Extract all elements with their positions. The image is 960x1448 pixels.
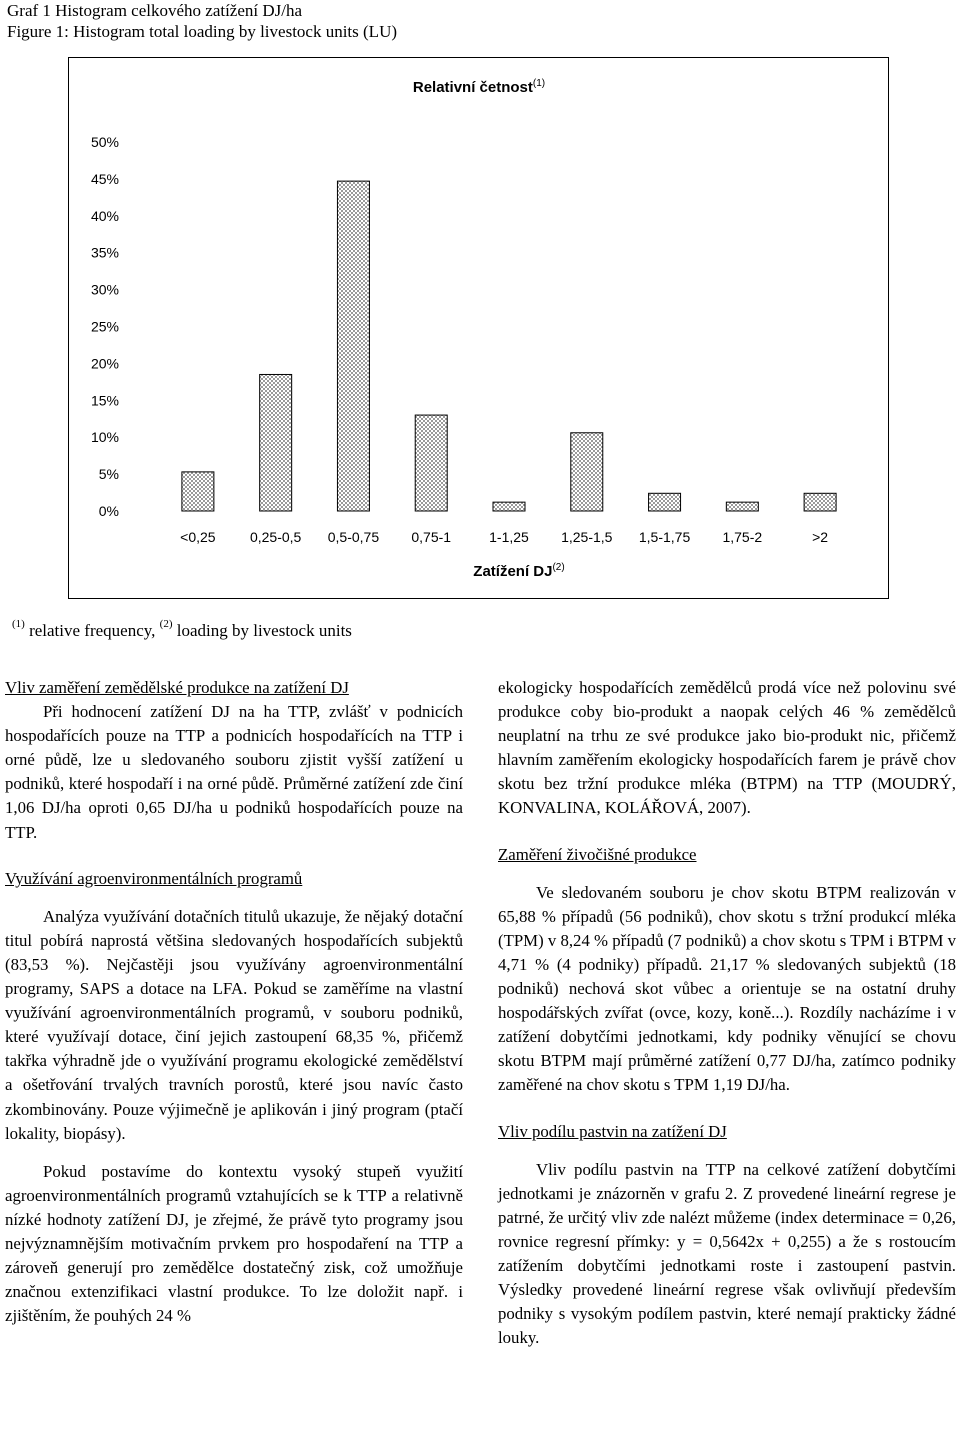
histogram-bar — [182, 472, 214, 511]
right-column — [498, 676, 956, 1350]
paragraph-context: Pokud postavíme do kontextu vysoký stupeň využití agroenvironmentálních programů vztahujících se k TTP a relativně nízké hodnoty zatížení DJ, je zřejmé, že právě tyto programy jsou nejvýznamnějším motivačním prvkem pro hospodaření na TTP a zároveň generují pro zemědělce dostatečný zisk, což umožňuje značnou extenzifikaci vlastní produkce. To lze doložit např. i zjištěním, že pouhých 24 % — [5, 1161, 463, 1326]
histogram-bar — [571, 433, 603, 511]
x-axis — [180, 529, 828, 545]
paragraph-cattle-breeding: Ve sledovaném souboru je chov skotu BTPM realizován v 65,88 % případů (56 podniků), chov skotu s tržní produkcí mléka (TPM) v 8,24 % případů (7 podniků) a chov skotu s TPM i BTPM v 4,71 % (4 podniky) případů. 21,17 % sledovaných subjektů (18 podniků) nechová skot vůbec a orientuje se na ostatní druhy hospodářských zvířat (ovce, kozy, koně...). Rozdíly nacházíme i v zatížení dobytčími jednotkami, kdy podniky věnující se chovu skotu BTPM mají průměrné zatížení 0,77 DJ/ha, zatímco podniky zaměřené na chov skotu s TPM 1,19 DJ/ha. — [498, 882, 956, 1095]
y-tick-label: 10% — [90, 429, 119, 446]
figure-footnote — [12, 612, 352, 643]
y-tick-label: 35% — [90, 244, 119, 261]
y-tick-label: 15% — [90, 392, 119, 409]
figure-caption-czech: Graf 1 Histogram celkového zatížení DJ/ha — [7, 1, 303, 20]
y-tick-label: 25% — [90, 318, 119, 335]
left-column — [5, 676, 463, 1328]
x-tick-label: 1,5-1,75 — [638, 529, 691, 545]
footnote-text-2: loading by livestock units — [172, 621, 352, 640]
paragraph-pasture-regression: Vliv podílu pastvin na TTP na celkové zatížení dobytčími jednotkami je znázorněn v grafu 2. Z provedené lineární regrese je patrné, že určitý vliv zde nalézt můžeme (index determinace = 0,26, rovnice regresní přímky: y = 0,5642x + 0,255) a že s rostoucím zatížením dobytčími jednotkami roste i zastoupení pastvin. Výsledky provedené lineární regrese však ovlivňují především podniky s vysokým podílem pastvin, které nemají prakticky žádné louky. — [498, 1159, 956, 1348]
footnote-text-1: relative frequency, — [24, 621, 160, 640]
x-tick-label: 0,75-1 — [411, 529, 452, 545]
section-heading-agroenvironmental: Využívání agroenvironmentálních programů — [5, 868, 303, 888]
x-tick-label: >2 — [812, 529, 829, 545]
paragraph-organic-farmers: ekologicky hospodařících zemědělců prodá více než polovinu své produkce coby bio-produkt a naopak celých 46 % zemědělců neuplatní na trhu ze své produkce jako bio-produkt nic, přičemž hlavním zaměřením ekologicky hospodařících farem je právě chov skotu bez tržní produkce mléka (BTPM) na TTP (MOUDRÝ, KONVALINA, KOLÁŘOVÁ, 2007). — [498, 678, 956, 818]
section-heading-animal-production: Zaměření živočišné produkce — [498, 844, 697, 864]
y-tick-label: 5% — [98, 466, 119, 483]
y-tick-label: 50% — [90, 134, 119, 150]
figure-caption-english: Figure 1: Histogram total loading by livestock units (LU) — [7, 22, 398, 41]
x-tick-label: 1,25-1,5 — [561, 529, 613, 545]
y-axis — [91, 134, 119, 519]
histogram-bar — [260, 374, 292, 511]
histogram-bar — [649, 493, 681, 511]
section-heading-pasture-share: Vliv podílu pastvin na zatížení DJ — [498, 1121, 727, 1141]
x-tick-label: 1,75-2 — [722, 529, 763, 545]
x-tick-label: <0,25 — [180, 529, 216, 545]
histogram-bar — [804, 493, 836, 511]
histogram-bar — [493, 502, 525, 511]
y-tick-label: 30% — [90, 281, 119, 298]
histogram-bar — [415, 415, 447, 511]
paragraph-subsidies: Analýza využívání dotačních titulů ukazuje, že nějaký dotační titul pobírá naprostá většina sledovaných hospodařících subjektů (83,53 %). Nejčastěji jsou využívány agroenvironmentální programy, SAPS a dotace na LFA. Pokud se zaměříme na vlastní využívání agroenvironmentálních programů, v souboru podniků, které využívají dotace, činí jejich zastoupení 68,35 %, přičemž takřka výhradně jde o využívání programu ekologické zemědělství a ošetřování trvalých travních porostů, které jsou navíc často zkombinovány. Pouze výjimečně je aplikován i jiný program (ptačí lokality, biopásy). — [5, 906, 463, 1143]
y-tick-label: 40% — [90, 207, 119, 224]
bars — [182, 181, 836, 511]
y-tick-label: 45% — [90, 170, 119, 187]
y-tick-label: 0% — [98, 503, 119, 519]
y-tick-label: 20% — [90, 355, 119, 372]
paragraph-ttp-loading: Při hodnocení zatížení DJ na ha TTP, zvlášť v podnicích hospodařících pouze na TTP a podnicích hospodařících na TTP i orné půdě, lze u sledovaného souboru zjistit vyšší zatížení u podniků, které hospodaří i na orné půdě. Průměrné zatížení zde činí 1,06 DJ/ha oproti 0,65 DJ/ha u podniků hospodařících pouze na TTP. — [5, 702, 463, 842]
histogram-bar — [726, 502, 758, 511]
x-axis-title: Zatížení DJ$^{(2)}$ — [473, 562, 565, 580]
chart-title: Relativní četnost$^{(1)}$ — [412, 78, 546, 96]
histogram-chart — [68, 57, 889, 599]
x-tick-label: 1-1,25 — [489, 529, 529, 545]
histogram-bar — [337, 181, 369, 511]
footnote-marker-2: (2) — [159, 618, 173, 630]
x-tick-label: 0,25-0,5 — [249, 529, 302, 545]
footnote-marker-1: (1) — [12, 618, 25, 630]
section-heading-production-focus: Vliv zaměření zemědělské produkce na zatížení DJ — [5, 678, 349, 697]
histogram-svg — [69, 58, 888, 598]
x-tick-label: 0,5-0,75 — [327, 529, 380, 545]
